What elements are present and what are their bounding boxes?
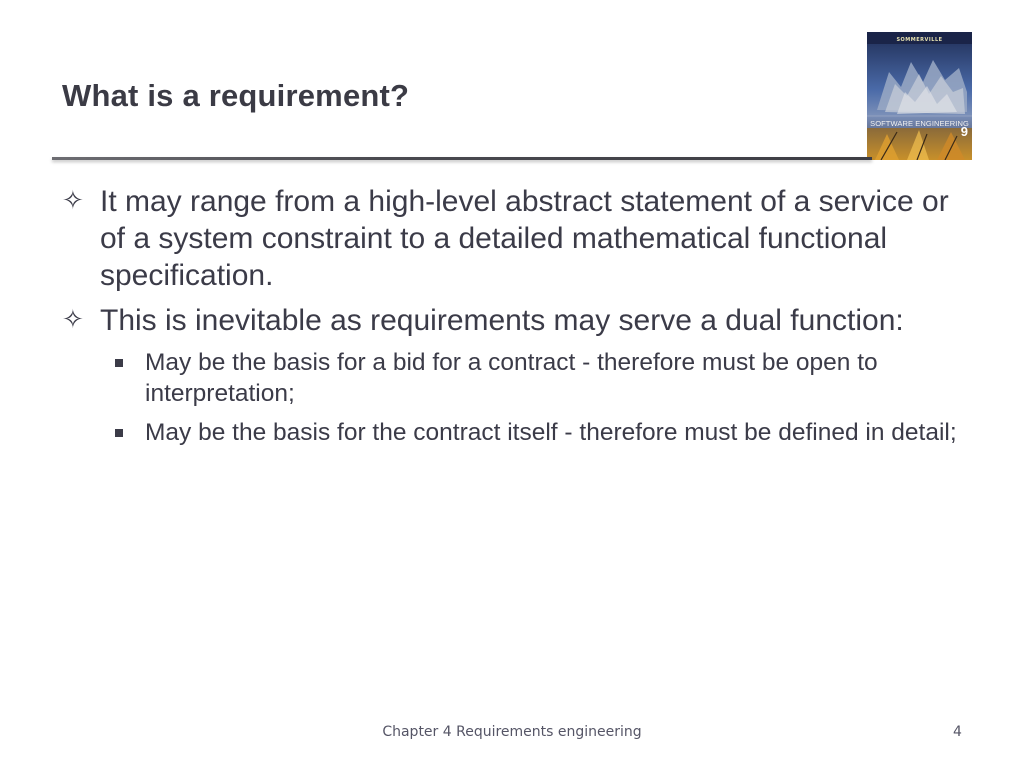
bullet-text: It may range from a high-level abstract statement of a service or of a system constraint to a detailed mathematical functional specification. [100, 185, 949, 292]
slide-title: What is a requirement? [62, 78, 410, 113]
star-bullet-icon: ✧ [62, 186, 84, 216]
page-number: 4 [953, 724, 962, 740]
title-divider [52, 157, 872, 160]
bullet-item [62, 302, 972, 339]
book-cover-title: SOFTWARE ENGINEERING [870, 119, 969, 128]
sub-bullet-item [62, 417, 965, 448]
book-cover-edition: 9 [960, 124, 968, 139]
star-bullet-icon: ✧ [62, 305, 84, 335]
slide-body [62, 183, 972, 456]
square-bullet-icon [115, 359, 123, 367]
bullet-item [62, 183, 972, 294]
sub-bullet-text: May be the basis for a bid for a contract - therefore must be open to interpretation; [145, 349, 878, 407]
sub-bullet-text: May be the basis for the contract itself - therefore must be defined in detail; [145, 419, 957, 446]
book-cover-artwork [867, 32, 972, 160]
bullet-text: This is inevitable as requirements may serve a dual function: [100, 304, 904, 337]
sub-bullet-item [62, 347, 965, 409]
square-bullet-icon [115, 429, 123, 437]
book-cover-author: SOMMERVILLE [896, 37, 943, 43]
book-cover-image [867, 32, 972, 160]
footer-chapter-label: Chapter 4 Requirements engineering [382, 724, 642, 740]
